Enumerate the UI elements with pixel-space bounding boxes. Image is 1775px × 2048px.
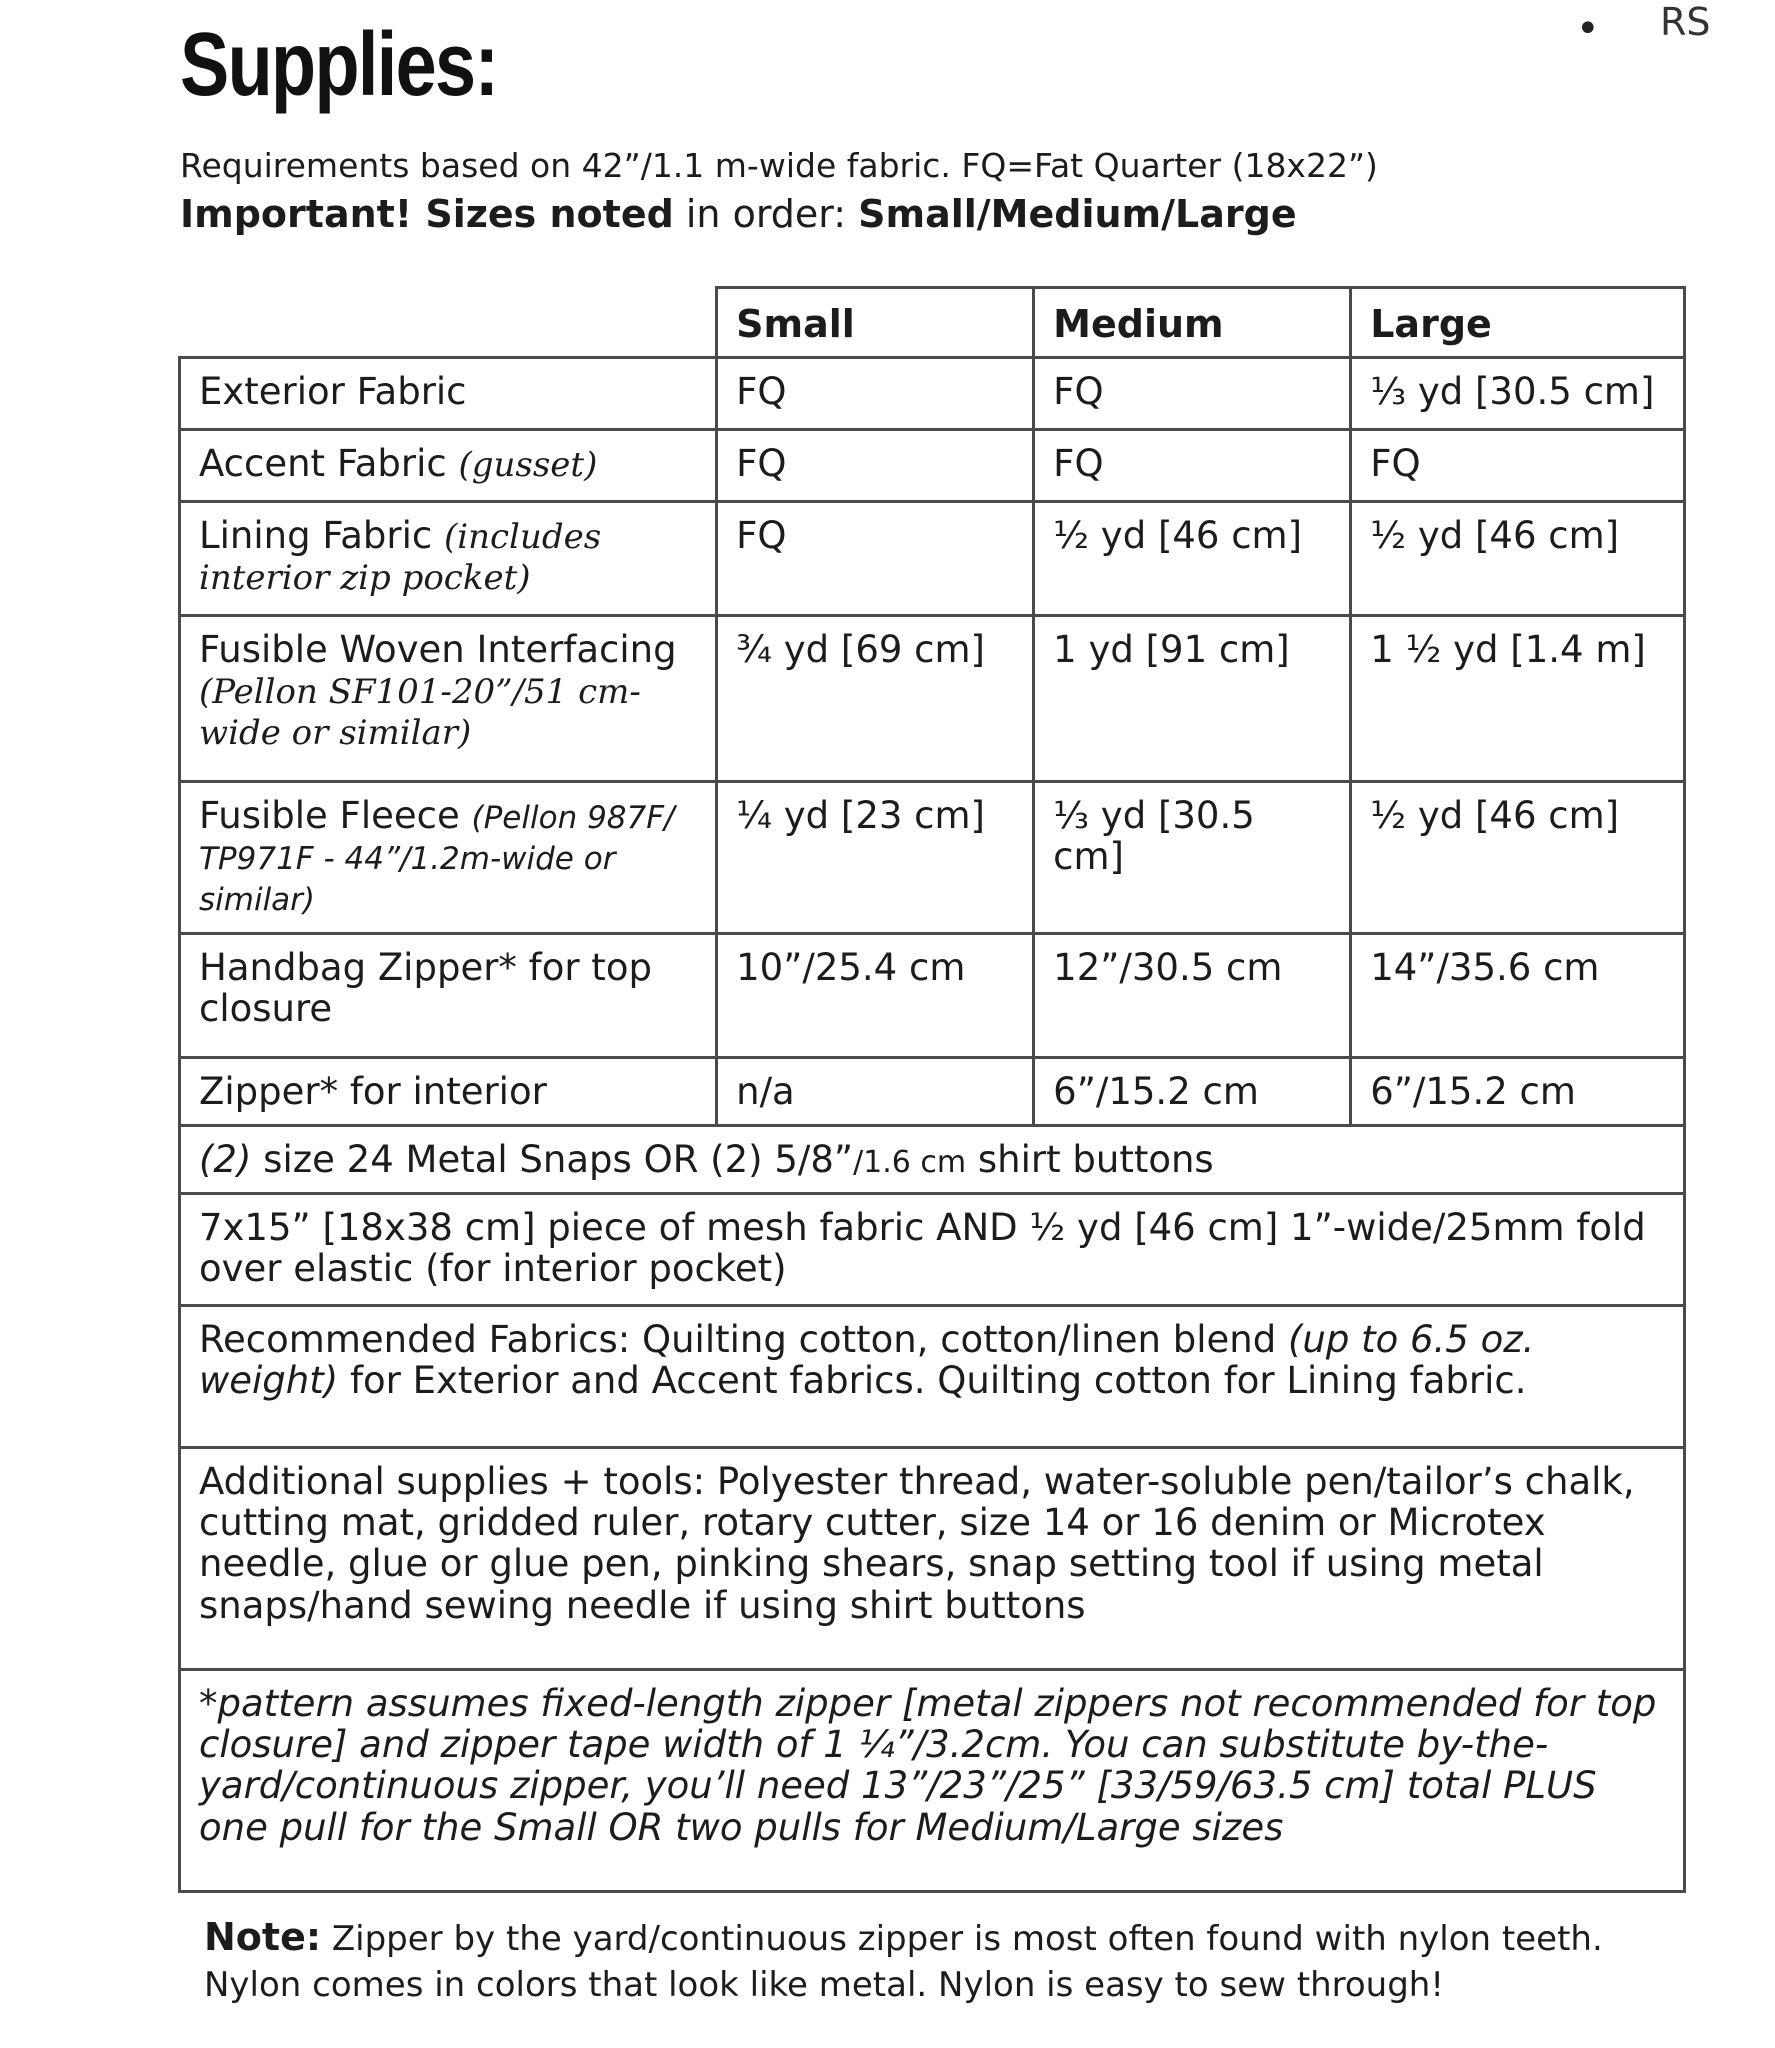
item-note: (includes interior zip pocket) xyxy=(199,516,602,598)
table-row xyxy=(180,501,1685,615)
item-note: (Pellon SF101-20”/51 cm-wide or similar) xyxy=(199,671,641,754)
header-blank-cell xyxy=(180,288,717,358)
fabrics-tail: for Exterior and Accent fabrics. Quilting cotton for Lining fabric. xyxy=(338,1358,1527,1402)
snaps-cell xyxy=(180,1125,1685,1193)
snaps-metric: /1.6 cm xyxy=(853,1144,967,1180)
item-label: Fusible Fleece xyxy=(199,793,472,837)
item-label: Lining Fabric xyxy=(199,513,444,557)
table-row-mesh xyxy=(180,1193,1685,1305)
large-cell: ½ yd [46 cm] xyxy=(1351,781,1685,933)
medium-cell: ½ yd [46 cm] xyxy=(1034,501,1351,615)
item-label: Handbag Zipper* for top closure xyxy=(199,945,652,1030)
table-row xyxy=(180,615,1685,781)
snaps-count: (2) xyxy=(199,1137,252,1181)
table-row xyxy=(180,1057,1685,1125)
item-cell xyxy=(180,501,717,615)
item-cell xyxy=(180,429,717,501)
table-row xyxy=(180,429,1685,501)
important-text xyxy=(180,192,1297,236)
small-cell: ¼ yd [23 cm] xyxy=(717,781,1034,933)
requirements-text: Requirements based on 42”/1.1 m-wide fabric. FQ=Fat Quarter (18x22”) xyxy=(180,146,1378,185)
table-row xyxy=(180,357,1685,429)
corner-text: RS xyxy=(1660,0,1711,44)
item-cell xyxy=(180,781,717,933)
small-cell: FQ xyxy=(717,357,1034,429)
bullet-mark: • xyxy=(1576,6,1600,52)
additional-cell: Additional supplies + tools: Polyester thread, water-soluble pen/tailor’s chalk, cutting mat, gridded ruler, rotary cutter, size 14 or 16 denim or Microtex needle, glue or glue pen, pinking shears, snap setting tool if using metal snaps/hand sewing needle if using shirt buttons xyxy=(180,1447,1685,1669)
medium-cell: 12”/30.5 cm xyxy=(1034,933,1351,1057)
footnote-cell: *pattern assumes fixed-length zipper [metal zippers not recommended for top closure] and zipper tape width of 1 ¼”/3.2cm. You can substitute by-the-yard/continuous zipper, you’ll need 13”/23”/25” [33/59/63.5 cm] total PLUS one pull for the Small OR two pulls for Medium/Large sizes xyxy=(180,1669,1685,1891)
large-cell: 1 ½ yd [1.4 m] xyxy=(1351,615,1685,781)
medium-cell: 1 yd [91 cm] xyxy=(1034,615,1351,781)
zipper-note xyxy=(204,1912,1674,2009)
medium-cell: ⅓ yd [30.5 cm] xyxy=(1034,781,1351,933)
large-cell: ½ yd [46 cm] xyxy=(1351,501,1685,615)
large-cell: 14”/35.6 cm xyxy=(1351,933,1685,1057)
table-row xyxy=(180,933,1685,1057)
table-row xyxy=(180,781,1685,933)
page-title: Supplies: xyxy=(180,15,498,115)
snaps-text: size 24 Metal Snaps OR (2) 5/8” xyxy=(251,1137,854,1181)
item-label: Fusible Woven Interfacing xyxy=(199,627,677,671)
item-label: Zipper* for interior xyxy=(199,1069,547,1113)
small-cell: n/a xyxy=(717,1057,1034,1125)
table-header-row xyxy=(180,288,1685,358)
header-medium: Medium xyxy=(1034,288,1351,358)
snaps-tail: shirt buttons xyxy=(966,1137,1214,1181)
fabrics-text: Recommended Fabrics: Quilting cotton, cotton/linen blend xyxy=(199,1317,1288,1361)
table-row-fabrics xyxy=(180,1305,1685,1447)
note-text: Zipper by the yard/continuous zipper is most often found with nylon teeth. Nylon comes in colors that look like metal. Nylon is easy to sew through! xyxy=(204,1919,1603,2006)
supplies-table xyxy=(178,286,1686,1893)
item-cell xyxy=(180,1057,717,1125)
medium-cell: 6”/15.2 cm xyxy=(1034,1057,1351,1125)
item-cell xyxy=(180,615,717,781)
note-label: Note: xyxy=(204,1915,322,1959)
large-cell: 6”/15.2 cm xyxy=(1351,1057,1685,1125)
medium-cell: FQ xyxy=(1034,357,1351,429)
small-cell: ¾ yd [69 cm] xyxy=(717,615,1034,781)
fabrics-weight: (up to 6.5 oz. weight) xyxy=(199,1317,1535,1402)
item-note: (Pellon 987F/ TP971F - 44”/1.2m-wide or similar) xyxy=(199,799,675,919)
mesh-cell: 7x15” [18x38 cm] piece of mesh fabric AND ½ yd [46 cm] 1”-wide/25mm fold over elastic (for interior pocket) xyxy=(180,1193,1685,1305)
medium-cell: FQ xyxy=(1034,429,1351,501)
small-cell: FQ xyxy=(717,429,1034,501)
item-cell xyxy=(180,357,717,429)
header-large: Large xyxy=(1351,288,1685,358)
header-small: Small xyxy=(717,288,1034,358)
table-row-footnote xyxy=(180,1669,1685,1891)
item-label: Exterior Fabric xyxy=(199,369,467,413)
small-cell: 10”/25.4 cm xyxy=(717,933,1034,1057)
small-cell: FQ xyxy=(717,501,1034,615)
large-cell: ⅓ yd [30.5 cm] xyxy=(1351,357,1685,429)
table-row-additional xyxy=(180,1447,1685,1669)
large-cell: FQ xyxy=(1351,429,1685,501)
item-cell xyxy=(180,933,717,1057)
item-note: (gusset) xyxy=(458,444,598,485)
item-label: Accent Fabric xyxy=(199,441,459,485)
table-row-snaps xyxy=(180,1125,1685,1193)
fabrics-cell xyxy=(180,1305,1685,1447)
important-mid: in order: xyxy=(673,192,859,236)
important-sizes: Small/Medium/Large xyxy=(858,192,1297,236)
important-label: Important! Sizes noted xyxy=(180,192,674,236)
